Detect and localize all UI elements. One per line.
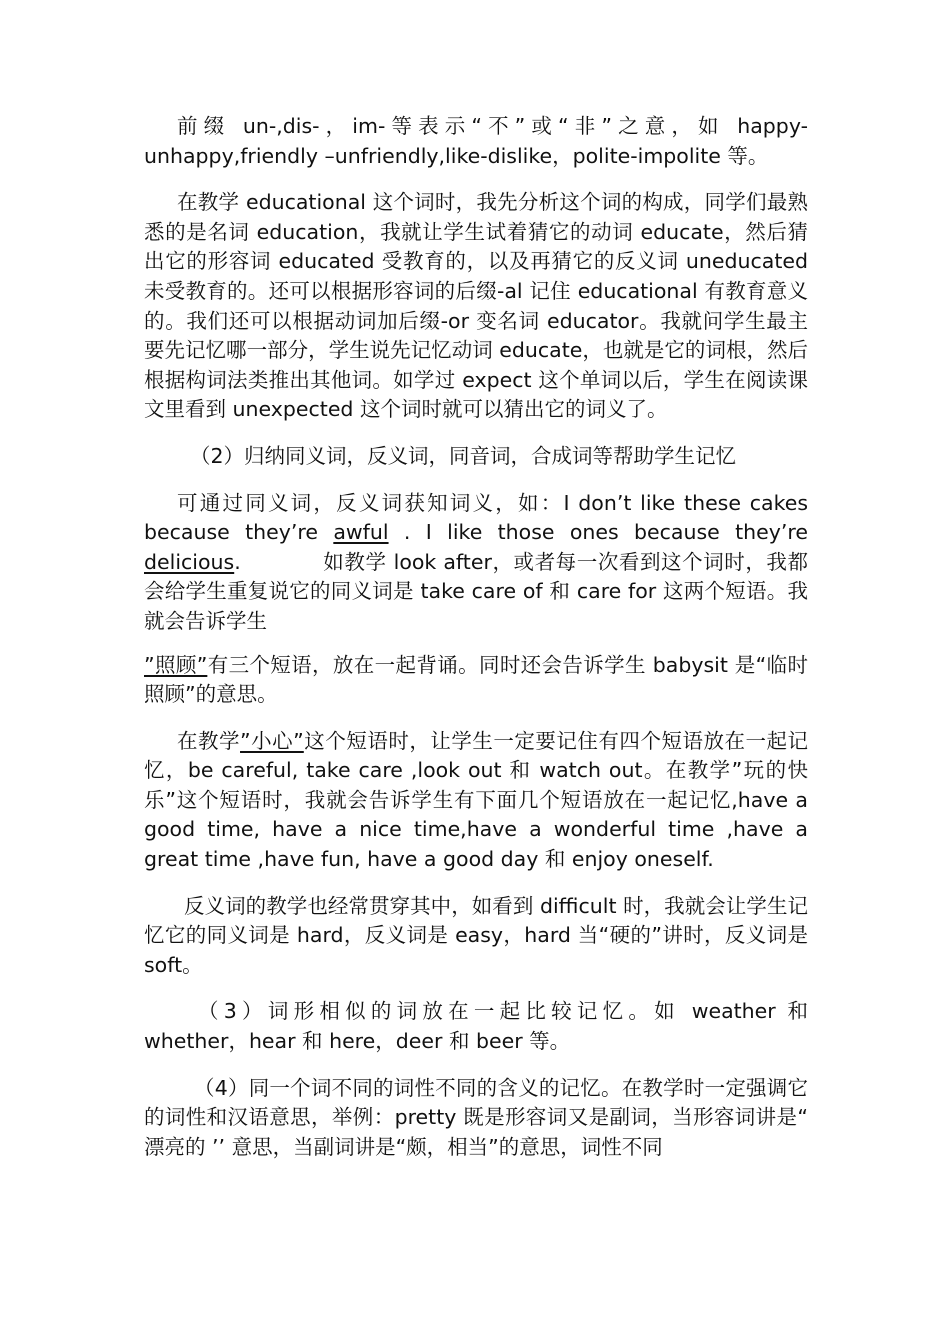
paragraph-antonym-teaching: 反义词的教学也经常贯穿其中，如看到 difficult 时，我就会让学生记忆它的同义词是 hard，反义词是 easy，hard 当“硬的”讲时，反义词是 soft。	[144, 893, 808, 977]
text-run: .	[234, 549, 241, 574]
section-heading-2: （2）归纳同义词，反义词，同音词，合成词等帮助学生记忆	[190, 443, 737, 468]
text-run: 有三个短语，放在一起背诵。同时还会告诉学生 babysit 是“临时照顾”的意思。	[144, 652, 808, 707]
underlined-phrase-careful: ”小心”	[240, 728, 304, 753]
paragraph-take-care	[144, 651, 808, 710]
underlined-word-delicious: delicious	[144, 549, 235, 574]
text-run: 在教学	[177, 728, 241, 753]
text-run: 可通过同义词，反义词获知词义，如：I don’t like these cakes because they’re	[144, 490, 808, 545]
underlined-phrase-care: ”照顾”	[144, 652, 208, 677]
text-run: . I like those ones because they’re	[388, 520, 808, 545]
text-run: 如教学 look after，或者每一次看到这个词时，我都会给学生重复说它的同义词是 take care of 和 care for 这两个短语。我就会告诉学生	[144, 549, 808, 633]
document-body	[144, 112, 808, 1179]
underlined-word-awful: awful	[333, 520, 389, 545]
paragraph-similar-forms: （3）词形相似的词放在一起比较记忆。如 weather 和 whether，hear 和 here，deer 和 beer 等。	[144, 999, 808, 1054]
text-run: 这个短语时，让学生一定要记住有四个短语放在一起记忆，be careful, take care ,look out 和 watch out。在教学”玩的快乐”这个短语时，我就会告诉学生有下面几个短语放在一起记忆,have a good time, have a nice time,have a wonderful time ,have a great time ,have fun, have a good day 和 enjoy oneself.	[144, 728, 808, 872]
paragraph-prefix-examples: 前缀 un-,dis-，im-等表示“不”或“非”之意，如 happy-unhappy,friendly –unfriendly,like-dislike，polite-impolite 等。	[144, 114, 808, 168]
paragraph-be-careful	[144, 727, 808, 875]
paragraph-word-class: （4）同一个词不同的词性不同的含义的记忆。在教学时一定强调它的词性和汉语意思，举例：pretty 既是形容词又是副词，当形容词讲是“ 漂亮的 ’’ 意思，当副词讲是“颇，相当”的意思，词性不同	[144, 1075, 808, 1159]
paragraph-synonym-antonym	[144, 489, 808, 637]
paragraph-educational-example: 在教学 educational 这个词时，我先分析这个词的构成，同学们最熟悉的是名词 education，我就让学生试着猜它的动词 educate，然后猜出它的形容词 educated 受教育的，以及再猜它的反义词 uneducated 未受教育的。还可以根据形容词的后缀-al 记住 educational 有教育意义的。我们还可以根据动词加后缀-or 变名词 educator。我就问学生最主要先记忆哪一部分，学生说先记忆动词 educate，也就是它的词根，然后根据构词法类推出其他词。如学过 expect 这个单词以后，学生在阅读课文里看到 unexpected 这个词时就可以猜出它的词义了。	[144, 190, 808, 422]
